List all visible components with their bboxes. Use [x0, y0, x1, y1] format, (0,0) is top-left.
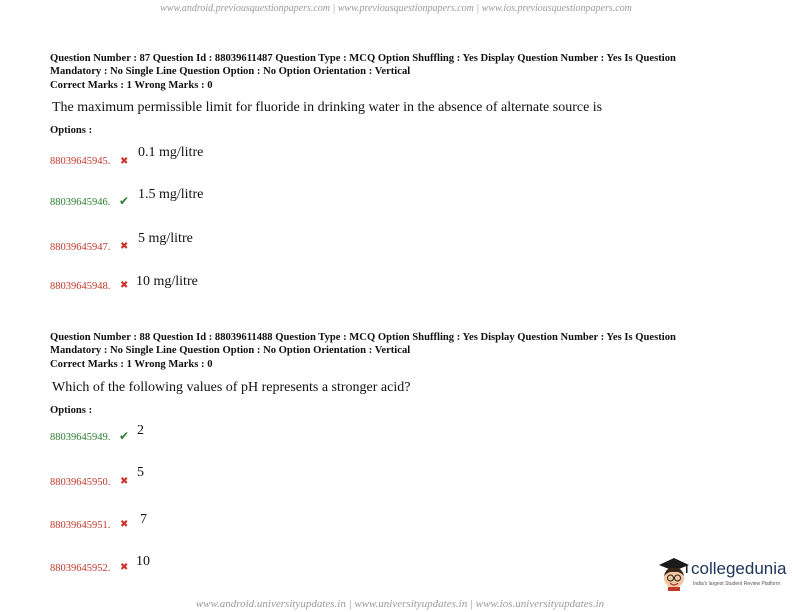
option-text: 10 mg/litre: [136, 274, 198, 289]
cross-icon: ✖: [120, 280, 129, 291]
option-text: 1.5 mg/litre: [138, 187, 204, 202]
header-watermark-links: www.android.previousquestionpapers.com | www.previousquestionpapers.com | www.ios.previousquestionpapers.com: [160, 3, 632, 14]
cross-icon: ✖: [120, 476, 129, 487]
question-meta-line: Question Number : 88 Question Id : 88039611488 Question Type : MCQ Option Shuffling : Yes Display Question Number : Yes Is Question: [50, 332, 676, 343]
option-id: 88039645950.: [50, 477, 111, 488]
cross-icon: ✖: [120, 519, 129, 530]
option-text: 5 mg/litre: [138, 231, 193, 246]
option-text: 0.1 mg/litre: [138, 145, 204, 160]
option-id: 88039645946.: [50, 197, 111, 208]
option-id: 88039645945.: [50, 156, 111, 167]
question-87-meta: [50, 52, 750, 78]
option-id: 88039645947.: [50, 242, 111, 253]
option-text: 7: [140, 512, 147, 527]
cross-icon: ✖: [120, 156, 129, 167]
question-meta-line: Mandatory : No Single Line Question Option : No Option Orientation : Vertical: [50, 66, 411, 77]
question-meta-line: Question Number : 87 Question Id : 88039611487 Question Type : MCQ Option Shuffling : Yes Display Question Number : Yes Is Question: [50, 53, 676, 64]
option-text: 2: [137, 423, 144, 438]
option-id: 88039645948.: [50, 281, 111, 292]
question-meta-line: Mandatory : No Single Line Question Option : No Option Orientation : Vertical: [50, 345, 411, 356]
question-88-marks: Correct Marks : 1 Wrong Marks : 0: [50, 359, 213, 370]
footer-watermark-links: www.android.universityupdates.in | www.universityupdates.in | www.ios.universityupdates.in: [195, 598, 605, 610]
question-87-marks: Correct Marks : 1 Wrong Marks : 0: [50, 80, 213, 91]
logo-name: collegedunia: [691, 559, 787, 578]
question-87-options-label: Options :: [50, 125, 93, 136]
option-id: 88039645951.: [50, 520, 111, 531]
check-icon: ✔: [119, 429, 130, 443]
question-88-text: Which of the following values of pH represents a stronger acid?: [52, 380, 411, 395]
logo-tagline: India's largest Student Review Platform: [693, 581, 781, 587]
option-id: 88039645952.: [50, 563, 111, 574]
option-id: 88039645949.: [50, 432, 111, 443]
question-88-meta: [50, 331, 750, 357]
question-87-text: The maximum permissible limit for fluoride in drinking water in the absence of alternate source is: [52, 100, 603, 115]
option-text: 5: [137, 465, 144, 480]
check-icon: ✔: [119, 194, 130, 208]
cross-icon: ✖: [120, 562, 129, 573]
cross-icon: ✖: [120, 241, 129, 252]
graduate-mascot-icon: [658, 556, 690, 592]
option-text: 10: [136, 554, 150, 569]
question-88-options-label: Options :: [50, 405, 93, 416]
